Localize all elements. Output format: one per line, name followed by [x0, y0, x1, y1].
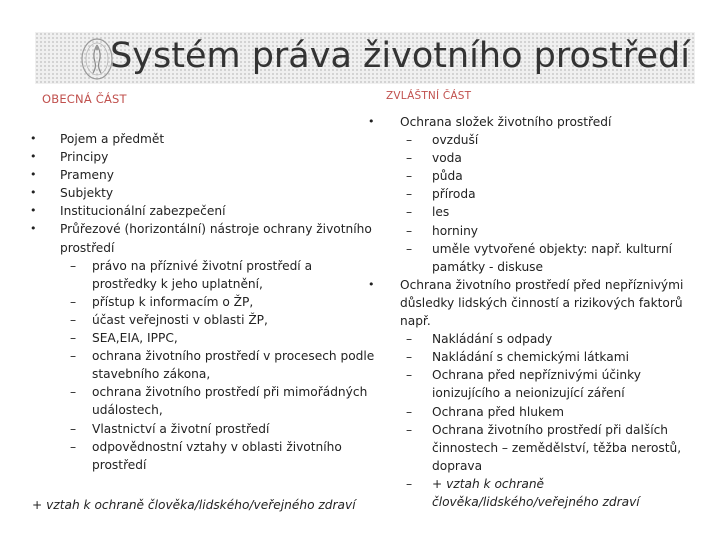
sub-item: – ochrana životního prostředí v procesech podle stavebního zákona,: [70, 349, 375, 382]
sub-item: – ovzduší: [406, 133, 479, 148]
left-heading: OBECNÁ ČÁST: [42, 92, 127, 106]
bullet-icon: •: [368, 115, 375, 128]
sub-item: – příroda: [406, 187, 476, 202]
right-heading: ZVLÁŠTNÍ ČÁST: [386, 90, 472, 102]
list-item: • Průřezové (horizontální) nástroje ochrany životního prostředí: [30, 222, 372, 255]
sub-item: – Nakládání s odpady: [406, 332, 553, 347]
left-footer-note: + vztah k ochraně člověka/lidského/veřejného zdraví: [32, 498, 356, 512]
list-item: • Principy: [30, 148, 375, 166]
left-column: [30, 130, 375, 474]
sub-item: – uměle vytvořené objekty: např. kulturní památky - diskuse: [406, 241, 673, 274]
list-item: • Prameny: [30, 166, 375, 184]
sub-item: – účast veřejnosti v oblasti ŽP,: [70, 312, 268, 327]
sub-item: – Ochrana před hlukem: [406, 404, 564, 419]
bullet-icon: •: [30, 204, 37, 218]
sub-item: – + vztah k ochraně člověka/lidského/veřejného zdraví: [406, 476, 640, 509]
sub-item: – ochrana životního prostředí při mimořádných událostech,: [70, 385, 368, 418]
list-item: • Institucionální zabezpečení: [30, 202, 375, 220]
sub-item: – Ochrana před nepříznivými účinky ionizujícího a neionizující záření: [406, 368, 641, 401]
sub-item: – Ochrana životního prostředí při dalších činnostech – zemědělství, těžba nerostů, doprava: [406, 422, 682, 473]
sub-item: – Nakládání s chemickými látkami: [406, 350, 629, 365]
sub-item: – les: [406, 205, 450, 220]
sub-item: – horniny: [406, 223, 479, 238]
sub-item: – přístup k informacím o ŽP,: [70, 294, 254, 309]
list-item: • Subjekty: [30, 184, 375, 202]
slide-title: Systém práva životního prostředí: [110, 36, 690, 76]
sub-item: – půda: [406, 169, 463, 184]
bullet-icon: •: [30, 168, 37, 182]
sub-item: – odpovědnostní vztahy v oblasti životního prostředí: [70, 439, 342, 472]
list-item: • Ochrana životního prostředí před nepříznivými důsledky lidských činností a rizikových faktorů např.: [368, 277, 684, 329]
list-item: • Ochrana složek životního prostředí: [368, 113, 688, 131]
bullet-icon: •: [30, 222, 37, 236]
sub-item: – voda: [406, 151, 462, 166]
sub-item: – právo na příznivé životní prostředí a prostředky k jeho uplatnění,: [70, 258, 313, 291]
sub-item: – SEA,EIA, IPPC,: [70, 331, 178, 346]
right-column: [368, 113, 688, 511]
sub-item: – Vlastnictví a životní prostředí: [70, 421, 270, 436]
list-item: • Pojem a předmět: [30, 130, 375, 148]
bullet-icon: •: [30, 132, 37, 145]
bullet-icon: •: [30, 150, 37, 164]
bullet-icon: •: [30, 186, 37, 200]
bullet-icon: •: [368, 277, 375, 291]
